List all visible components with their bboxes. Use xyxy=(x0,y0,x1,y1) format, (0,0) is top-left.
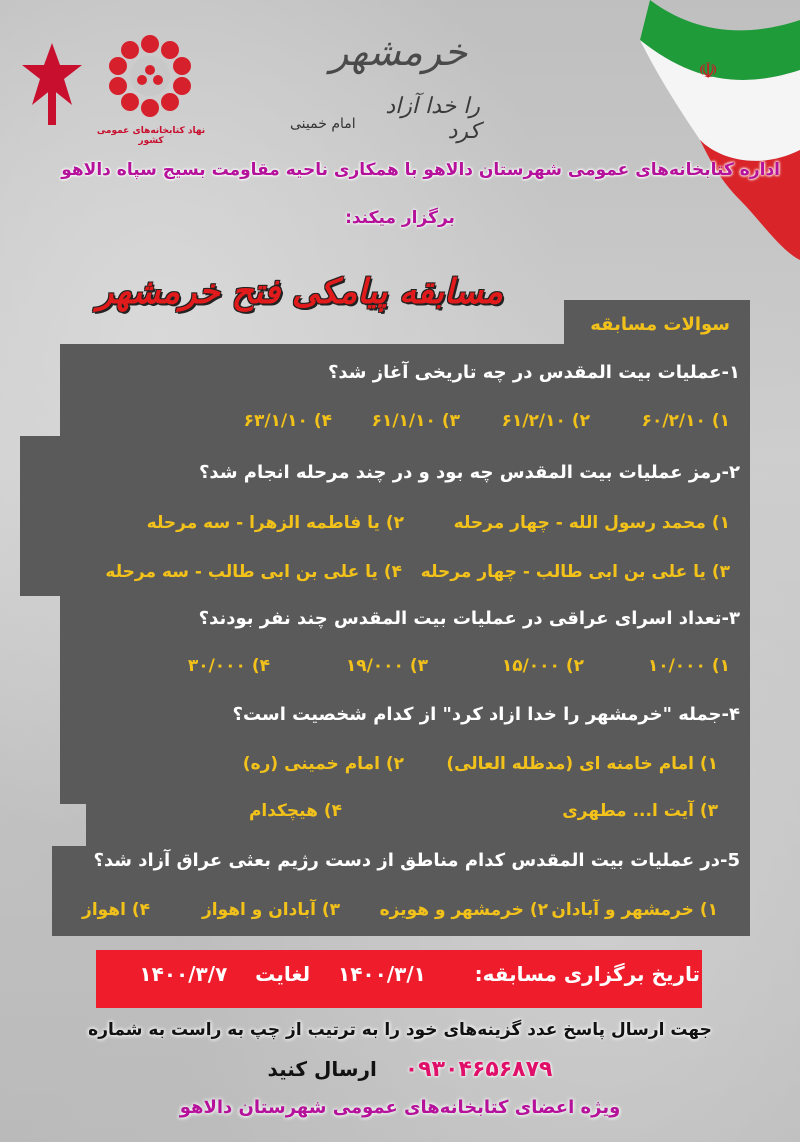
date-to: لغایت xyxy=(255,962,311,986)
q2-option-2: ۲) یا فاطمه الزهرا - سه مرحله xyxy=(146,513,404,533)
q3-option-1: ۱) ۱۰/۰۰۰ xyxy=(647,656,730,676)
calligraphy-logo xyxy=(290,20,480,144)
q1-option-4: ۴) ۶۳/۱/۱۰ xyxy=(243,411,332,431)
question-2: ۲-رمز عملیات بیت المقدس چه بود و در چند مرحله انجام شد؟ xyxy=(198,462,740,483)
question-5: 5-در عملیات بیت المقدس کدام مناطق از دست رژیم بعثی عراق آزاد شد؟ xyxy=(93,850,740,871)
q2-option-3: ۳) یا علی بن ابی طالب - چهار مرحله xyxy=(420,562,730,582)
footer-note: ویژه اعضای کتابخانه‌های عمومی شهرستان دالاهو xyxy=(179,1097,621,1118)
q4-option-3: ۳) آیت ا... مطهری xyxy=(562,801,718,821)
q3-option-2: ۲) ۱۵/۰۰۰ xyxy=(501,656,584,676)
iran-flag-icon xyxy=(610,0,800,260)
send-label: ارسال کنید xyxy=(267,1057,377,1081)
date-start: ۱۴۰۰/۳/۱ xyxy=(338,962,426,986)
date-line xyxy=(100,962,700,986)
instruction-text: جهت ارسال پاسخ عدد گزینه‌های خود را به ترتیب از چپ به راست به شماره xyxy=(88,1020,712,1040)
q3-option-3: ۳) ۱۹/۰۰۰ xyxy=(345,656,428,676)
calligraphy-subtitle: را خدا آزاد کرد xyxy=(385,94,480,144)
organizer-subline: برگزار میکند: xyxy=(345,208,455,228)
question-4: ۴-جمله "خرمشهر را خدا ازاد کرد" از کدام شخصیت است؟ xyxy=(232,704,740,725)
question-1: ۱-عملیات بیت المقدس در چه تاریخی آغاز شد؟ xyxy=(327,362,740,383)
q4-option-2: ۲) امام خمینی (ره) xyxy=(242,754,404,774)
q1-option-1: ۱) ۶۰/۲/۱۰ xyxy=(641,411,730,431)
q5-option-3: ۳) آبادان و اهواز xyxy=(201,900,340,920)
q5-option-1: ۱) خرمشهر و آبادان xyxy=(551,900,718,920)
page-title: مسابقه پیامکی فتح خرمشهر xyxy=(97,272,503,312)
basij-logo xyxy=(12,35,92,135)
calligraphy-signature: امام خمینی xyxy=(290,116,356,132)
q3-option-4: ۴) ۳۰/۰۰۰ xyxy=(187,656,270,676)
q1-option-2: ۲) ۶۱/۲/۱۰ xyxy=(501,411,590,431)
q4-option-1: ۱) امام خامنه ای (مدظله العالی) xyxy=(446,754,718,774)
q2-option-4: ۴) یا علی بن ابی طالب - سه مرحله xyxy=(105,562,402,582)
date-end: ۱۴۰۰/۳/۷ xyxy=(139,962,228,986)
organizer-line: اداره کتابخانه‌های عمومی شهرستان دالاهو با همکاری ناحیه مقاومت بسیج سپاه دالاهو xyxy=(61,160,780,180)
send-line xyxy=(230,1057,590,1082)
question-3: ۳-تعداد اسرای عراقی در عملیات بیت المقدس چند نفر بودند؟ xyxy=(198,608,740,629)
library-caption: نهاد کتابخانه‌های عمومی کشور xyxy=(96,126,206,146)
sms-number: ۰۹۳۰۴۶۵۶۸۷۹ xyxy=(404,1057,553,1082)
q5-option-2: ۲) خرمشهر و هویزه xyxy=(379,900,548,920)
svg-text:☫: ☫ xyxy=(698,59,718,84)
q2-option-1: ۱) محمد رسول الله - چهار مرحله xyxy=(453,513,730,533)
q5-option-4: ۴) اهواز xyxy=(82,900,150,920)
q1-option-3: ۳) ۶۱/۱/۱۰ xyxy=(371,411,460,431)
date-label: تاریخ برگزاری مسابقه: xyxy=(474,962,700,986)
public-libraries-logo xyxy=(100,30,200,140)
questions-heading: سوالات مسابقه xyxy=(590,314,730,335)
q4-option-4: ۴) هیچکدام xyxy=(248,801,342,821)
questions-panel-step xyxy=(20,436,80,596)
calligraphy-khorramshahr: خرمشهر xyxy=(330,30,468,74)
